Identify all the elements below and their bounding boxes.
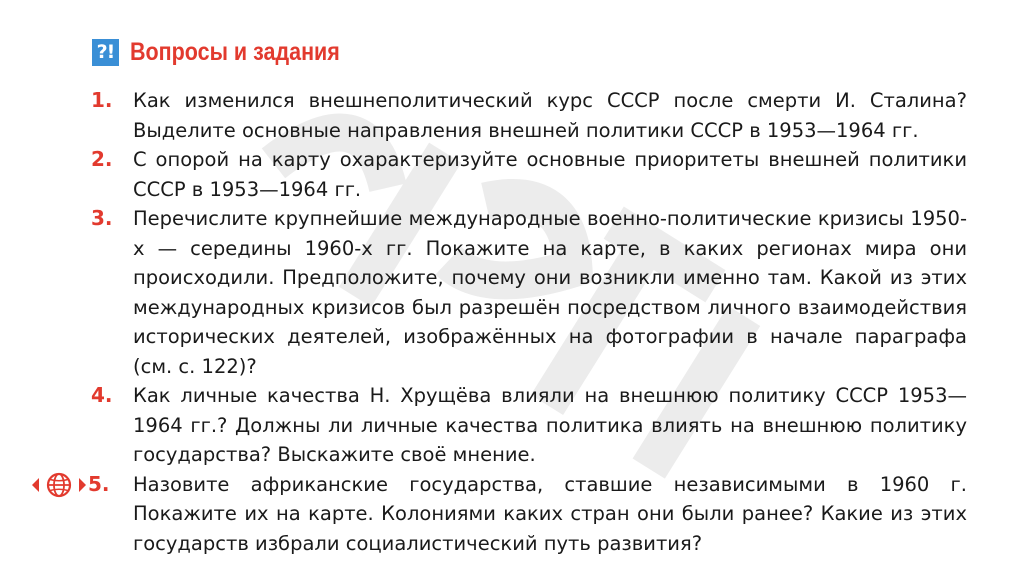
task-text: Перечислите крупнейшие международные военно-политические кризисы 1950-х — середины 1960-х гг. Покажите на карте, в каких регионах мира они происходили. Предположите, почему они возникли именно там. Какой из этих международных кризисов был разрешён посредством личного взаимодействия исторических деятелей, изображённых на фотографии в начале параграфа (см. с. 122)?: [133, 207, 967, 378]
task-item-2: [0, 145, 967, 204]
task-number: 4.: [91, 383, 113, 407]
task-number: 5.: [88, 471, 110, 496]
task-item-4: [0, 381, 967, 470]
task-text: Как личные качества Н. Хрущёва влияли на внешнюю политику СССР 1953—1964 гг.? Должны ли личные качества политика влиять на внешнюю политику государства? Выскажите своё мнение.: [133, 384, 967, 466]
task-number: 2.: [91, 147, 113, 171]
task-number: 1.: [91, 88, 113, 112]
task-list: [0, 86, 1024, 558]
section-heading: [92, 38, 374, 67]
question-badge: ?!: [92, 39, 119, 66]
section-title: Вопросы и задания: [130, 38, 340, 66]
globe-icon: [30, 472, 88, 498]
task-number: 3.: [91, 206, 113, 230]
task-item-5: [0, 470, 967, 559]
task-text: Как изменился внешнеполитический курс СССР после смерти И. Сталина? Выделите основные направления внешней политики СССР в 1953—1964 гг.: [133, 89, 967, 142]
task-text: Назовите африканские государства, ставшие независимыми в 1960 г. Покажите их на карте. Колониями каких стран они были ранее? Какие из этих государств избрали социалистический путь развития?: [133, 472, 967, 555]
task-text: С опорой на карту охарактеризуйте основные приоритеты внешней политики СССР в 1953—1964 гг.: [133, 148, 967, 201]
task-item-1: [0, 86, 967, 145]
task-item-3: [0, 204, 967, 381]
